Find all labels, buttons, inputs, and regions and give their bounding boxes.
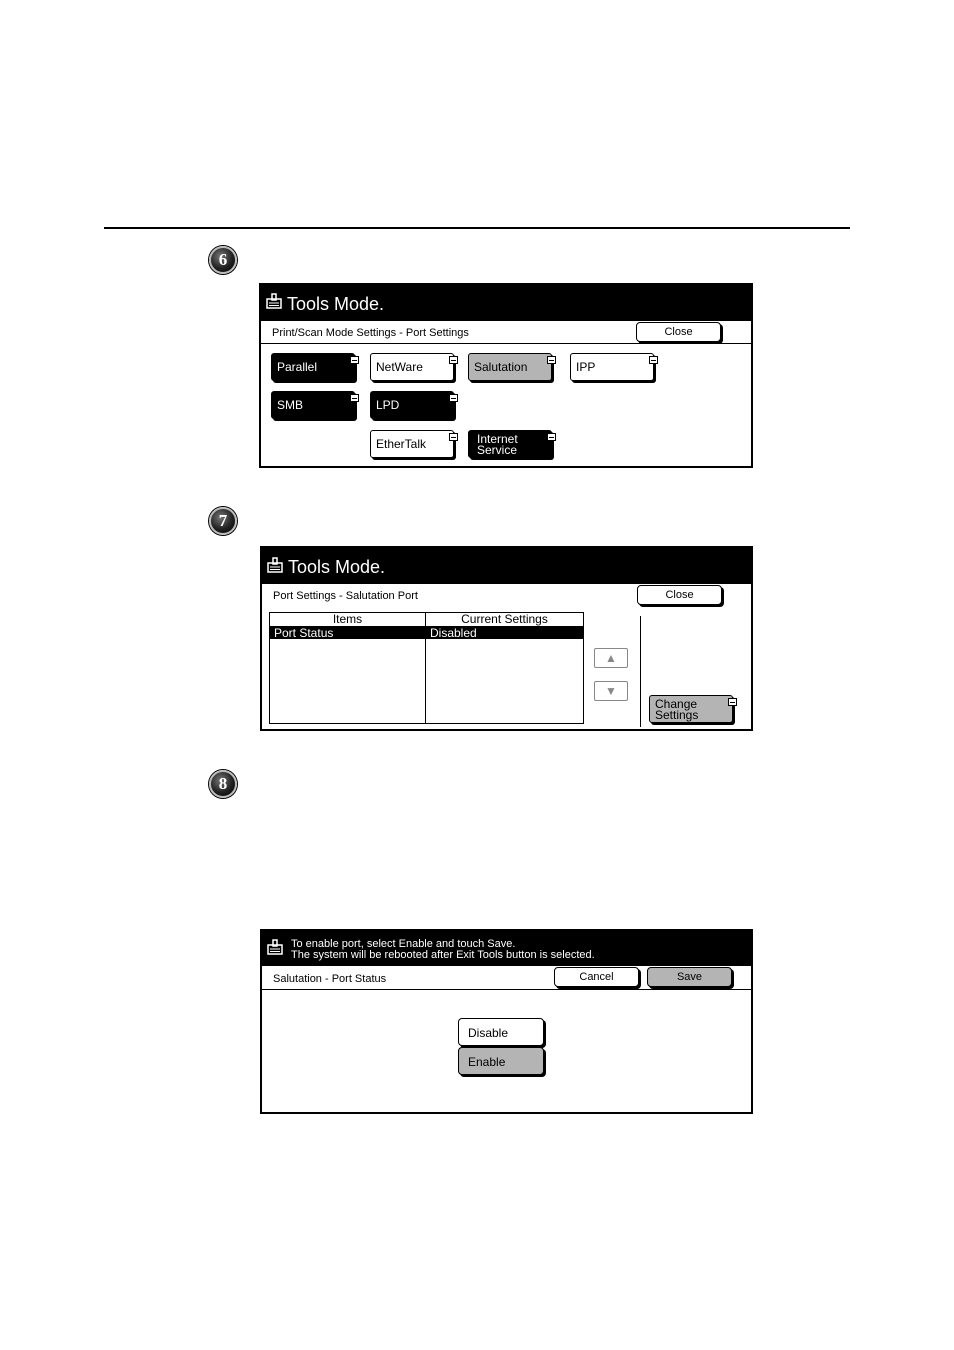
table-cell-value: Disabled bbox=[426, 627, 584, 640]
screen-title: Tools Mode. bbox=[287, 294, 385, 314]
table-cell-empty bbox=[270, 639, 426, 724]
tools-mode-icon bbox=[267, 939, 283, 955]
message-line-2: The system will be rebooted after Exit Tools button is selected. bbox=[291, 949, 595, 961]
flag-icon bbox=[649, 356, 658, 364]
scroll-up-button[interactable]: ▲ bbox=[594, 648, 628, 668]
port-tab-ethertalk[interactable] bbox=[370, 430, 454, 458]
change-settings-button[interactable] bbox=[649, 695, 733, 723]
cancel-button[interactable]: Cancel bbox=[554, 967, 639, 987]
option-disable[interactable]: Disable bbox=[458, 1018, 544, 1046]
port-label: NetWare bbox=[376, 360, 423, 374]
message-line-1: To enable port, select Enable and touch Save. bbox=[291, 938, 516, 950]
port-tab-internet-service[interactable] bbox=[468, 430, 552, 458]
tools-mode-icon bbox=[267, 557, 283, 573]
port-tab-lpd[interactable] bbox=[370, 391, 454, 419]
flag-icon bbox=[350, 356, 359, 364]
step-number-8: 8 bbox=[209, 770, 237, 798]
port-tab-smb[interactable] bbox=[271, 391, 355, 419]
port-label: SMB bbox=[277, 398, 304, 412]
scroll-down-button[interactable]: ▼ bbox=[594, 681, 628, 701]
port-tab-netware[interactable] bbox=[370, 353, 454, 381]
port-tab-salutation[interactable] bbox=[468, 353, 552, 381]
port-label-line1: Internet bbox=[477, 432, 518, 446]
tools-mode-icon bbox=[266, 293, 282, 309]
port-label: Salutation bbox=[474, 360, 528, 374]
change-label-line2: Settings bbox=[655, 708, 699, 722]
title-bar bbox=[262, 548, 751, 584]
flag-icon bbox=[449, 433, 458, 441]
flag-icon bbox=[728, 698, 737, 706]
flag-icon bbox=[547, 356, 556, 364]
change-label-line1: Change bbox=[655, 697, 698, 711]
step-number-7: 7 bbox=[209, 507, 237, 535]
breadcrumb: Salutation - Port Status bbox=[273, 973, 387, 985]
port-label: LPD bbox=[376, 398, 400, 412]
title-bar bbox=[261, 285, 751, 321]
save-button[interactable]: Save bbox=[647, 967, 732, 987]
flag-icon bbox=[449, 394, 458, 402]
column-header-current-settings: Current Settings bbox=[426, 613, 584, 627]
table-empty-area bbox=[270, 639, 584, 724]
flag-icon bbox=[547, 433, 556, 441]
close-button[interactable]: Close bbox=[637, 585, 722, 605]
salutation-port-screen bbox=[260, 546, 753, 731]
screen-title: Tools Mode. bbox=[288, 557, 386, 577]
breadcrumb: Print/Scan Mode Settings - Port Settings bbox=[272, 327, 469, 339]
section-divider bbox=[104, 227, 850, 229]
port-label: Parallel bbox=[277, 360, 318, 374]
table-cell-empty bbox=[426, 639, 584, 724]
port-label: IPP bbox=[576, 360, 596, 374]
message-bar bbox=[262, 931, 751, 966]
flag-icon bbox=[350, 394, 359, 402]
breadcrumb-bar bbox=[262, 584, 751, 606]
settings-table bbox=[269, 612, 584, 724]
port-label: EtherTalk bbox=[376, 437, 427, 451]
port-tab-ipp[interactable] bbox=[570, 353, 654, 381]
breadcrumb-bar bbox=[261, 321, 751, 344]
tools-mode-port-settings-screen bbox=[259, 283, 753, 468]
column-header-items: Items bbox=[270, 613, 426, 627]
flag-icon bbox=[449, 356, 458, 364]
close-button[interactable]: Close bbox=[636, 322, 721, 342]
step-number-6: 6 bbox=[209, 246, 237, 274]
table-cell-item: Port Status bbox=[270, 627, 426, 640]
salutation-port-status-screen bbox=[260, 929, 753, 1114]
breadcrumb: Port Settings - Salutation Port bbox=[273, 590, 418, 602]
table-row[interactable] bbox=[270, 627, 584, 640]
option-enable[interactable]: Enable bbox=[458, 1047, 544, 1075]
port-tab-parallel[interactable] bbox=[271, 353, 355, 381]
breadcrumb-bar bbox=[262, 966, 751, 990]
port-label-line2: Service bbox=[477, 443, 518, 457]
panel-divider bbox=[640, 616, 641, 727]
